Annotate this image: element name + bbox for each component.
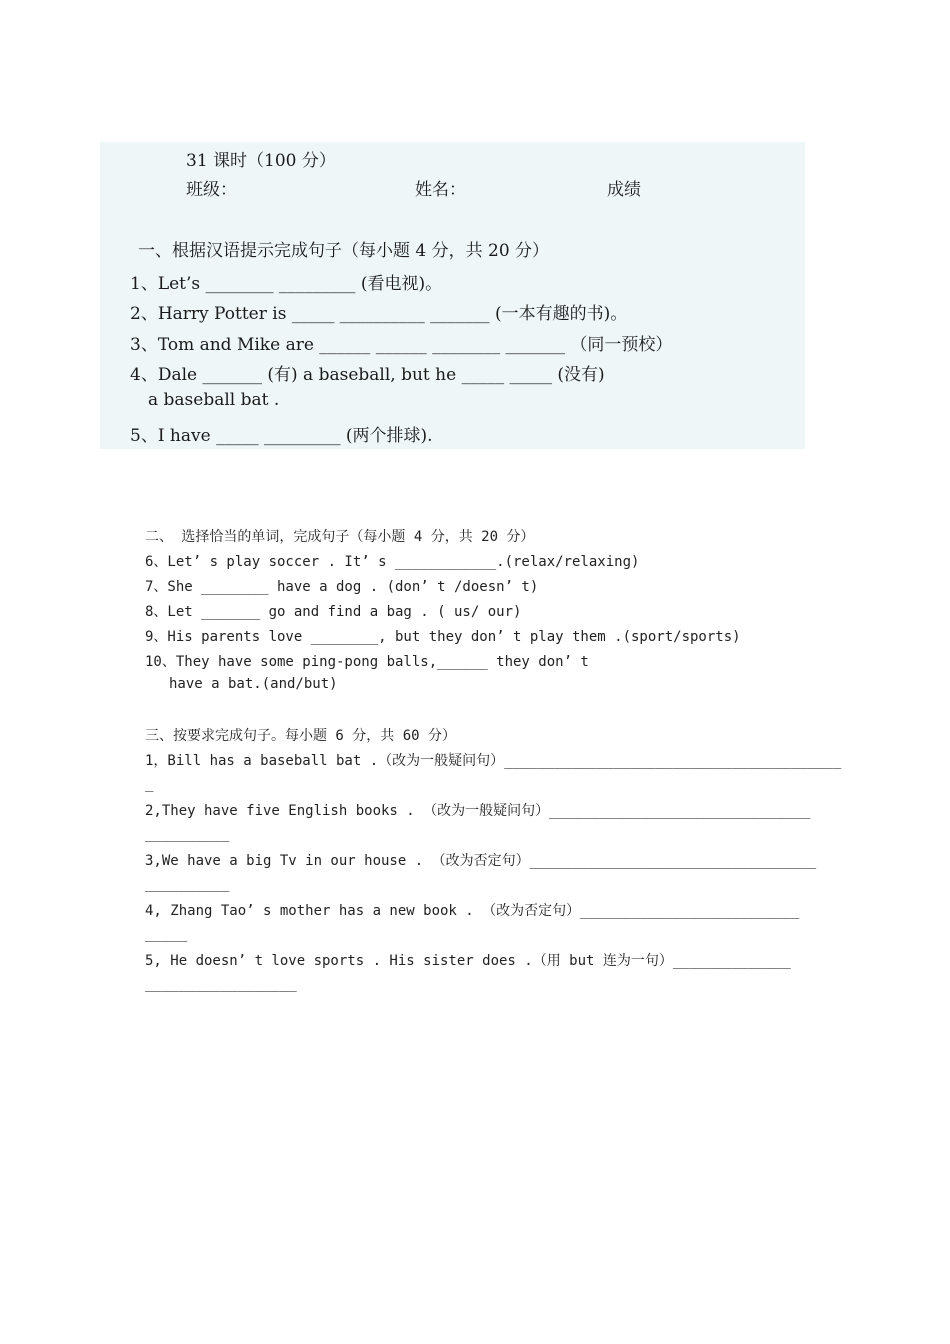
section3-item-5: 5, He doesn’ t love sports . His sister does .（用 but 连为一句）______________ — [145, 953, 791, 969]
section3-item-5-cont: __________________ — [145, 976, 297, 992]
section3-item-4-cont: _____ — [145, 926, 188, 942]
lesson-title: 31 课时（100 分） — [186, 151, 336, 171]
score-label: 成绩 — [607, 180, 641, 200]
section3-item-3: 3,We have a big Tv in our house . （改为否定句）__________________________________ — [145, 853, 817, 869]
section3-item-2: 2,They have five English books . （改为一般疑问句）_______________________________ — [145, 803, 811, 819]
section2-item-10-cont: have a bat.(and/but) — [169, 676, 338, 692]
section1-title: 一、根据汉语提示完成句子（每小题 4 分，共 20 分） — [138, 241, 550, 261]
section3-item-1-cont: _ — [145, 776, 154, 792]
class-label: 班级： — [186, 180, 237, 200]
section3-item-3-cont: __________ — [145, 876, 230, 892]
section1-item-4: 4、Dale _______ (有) a baseball, but he _____ _____ (没有) — [130, 365, 605, 385]
section3-title: 三、按要求完成句子。每小题 6 分，共 60 分） — [145, 728, 456, 744]
section2-item-9: 9、His parents love ________, but they don’ t play them .(sport/sports) — [145, 629, 741, 645]
name-label: 姓名： — [415, 180, 466, 200]
scanned-worksheet-image — [100, 142, 805, 449]
section2-item-8: 8、Let _______ go and find a bag . ( us/ our) — [145, 604, 522, 620]
section1-item-5: 5、I have _____ _________ (两个排球). — [130, 426, 433, 446]
section1-item-3: 3、Tom and Mike are ______ ______ ________ _______ （同一预校） — [130, 335, 673, 355]
section1-item-1: 1、Let’s ________ _________ (看电视)。 — [130, 274, 443, 294]
section2-title: 二、 选择恰当的单词，完成句子（每小题 4 分，共 20 分） — [145, 529, 535, 545]
section2-item-6: 6、Let’ s play soccer . It’ s ____________.(relax/relaxing) — [145, 554, 640, 570]
section3-item-1: 1，Bill has a baseball bat .（改为一般疑问句）________________________________________ — [145, 753, 842, 769]
section3-item-4: 4, Zhang Tao’ s mother has a new book . （改为否定句）__________________________ — [145, 903, 800, 919]
section2-item-7: 7、She ________ have a dog . (don’ t /doesn’ t) — [145, 579, 539, 595]
section1-item-4-cont: a baseball bat . — [148, 390, 280, 410]
section1-item-2: 2、Harry Potter is _____ __________ _______ (一本有趣的书)。 — [130, 304, 628, 324]
section3-item-2-cont: __________ — [145, 826, 230, 842]
section2-item-10: 10、They have some ping-pong balls,______ they don’ t — [145, 654, 589, 670]
